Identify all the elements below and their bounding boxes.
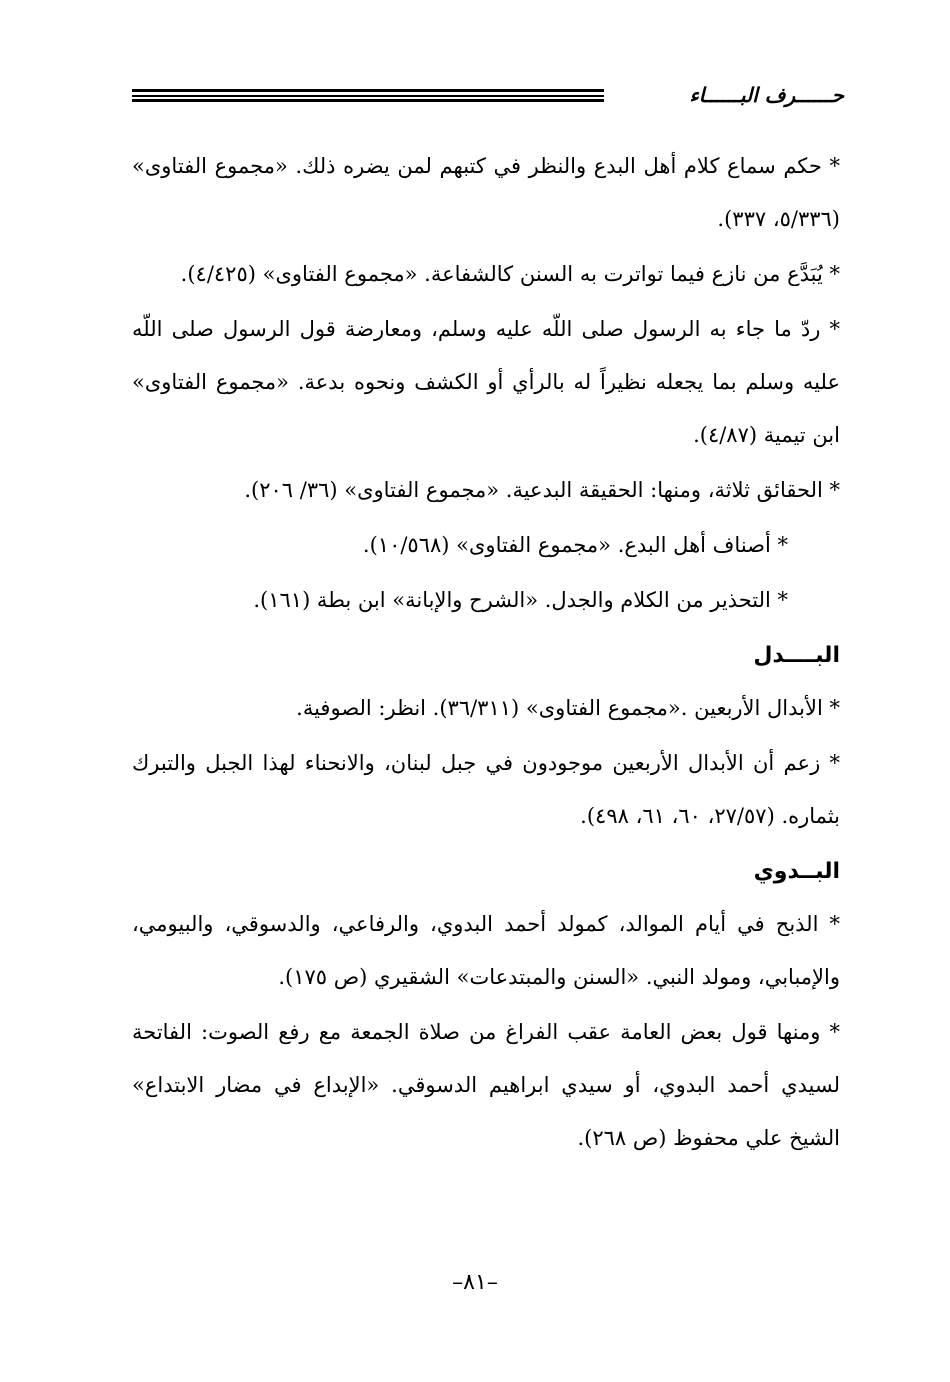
entry-paragraph: * ردّ ما جاء به الرسول صلى اللّه عليه وسلم، ومعارضة قول الرسول صلى اللّه عليه وسلم بما يجعله نظيراً له بالرأي أو الكشف ونحوه بدعة. «مجموع الفتاوى» ابن تيمية (٤/٨٧). [132, 317, 840, 447]
entry-paragraph: * أصناف أهل البدع. «مجموع الفتاوى» (١٠/٥٦٨). [362, 533, 788, 557]
entry-paragraph: * الحقائق ثلاثة، ومنها: الحقيقة البدعية. «مجموع الفتاوى» (٣٦/ ٢٠٦). [244, 478, 840, 502]
page-header [132, 78, 844, 112]
entry-paragraph: * يُبَدَّع من نازع فيما تواترت به السنن كالشفاعة. «مجموع الفتاوى» (٤/٤٢٥). [180, 262, 840, 286]
page-content [132, 140, 840, 1167]
entry-paragraph: * الذبح في أيام الموالد، كمولد أحمد البدوي، والرفاعي، والدسوقي، والبيومي، والإمبابي، ومولد النبي. «السنن والمبتدعات» الشقيري (ص ١٧٥). [132, 912, 840, 989]
section-heading: البــدوي [753, 859, 840, 884]
header-rule [132, 89, 604, 102]
entry-paragraph: * زعم أن الأبدال الأربعين موجودون في جبل لبنان، والانحناء لهذا الجبل والتبرك بثماره. (٢٧/٥٧، ٦٠، ٦١، ٤٩٨). [132, 751, 840, 828]
entry-paragraph: * ومنها قول بعض العامة عقب الفراغ من صلاة الجمعة مع رفع الصوت: الفاتحة لسيدي أحمد البدوي، أو سيدي ابراهيم الدسوقي. «الإبداع في مضار الابتداع» الشيخ علي محفوظ (ص ٢٦٨). [132, 1020, 840, 1150]
section-heading: البــــدل [753, 643, 840, 668]
header-title: حــــــرف البــــــاء [689, 83, 844, 107]
entry-paragraph: * حكم سماع كلام أهل البدع والنظر في كتبهم لمن يضره ذلك. «مجموع الفتاوى» (٥/٣٣٦، ٣٣٧). [132, 154, 840, 231]
entry-paragraph: * التحذير من الكلام والجدل. «الشرح والإبانة» ابن بطة (١٦١). [253, 588, 788, 612]
entry-paragraph: * الأبدال الأربعين .«مجموع الفتاوى» (٣٦/٣١١). انظر: الصوفية. [296, 696, 840, 720]
page-number: –٨١– [452, 1270, 498, 1295]
